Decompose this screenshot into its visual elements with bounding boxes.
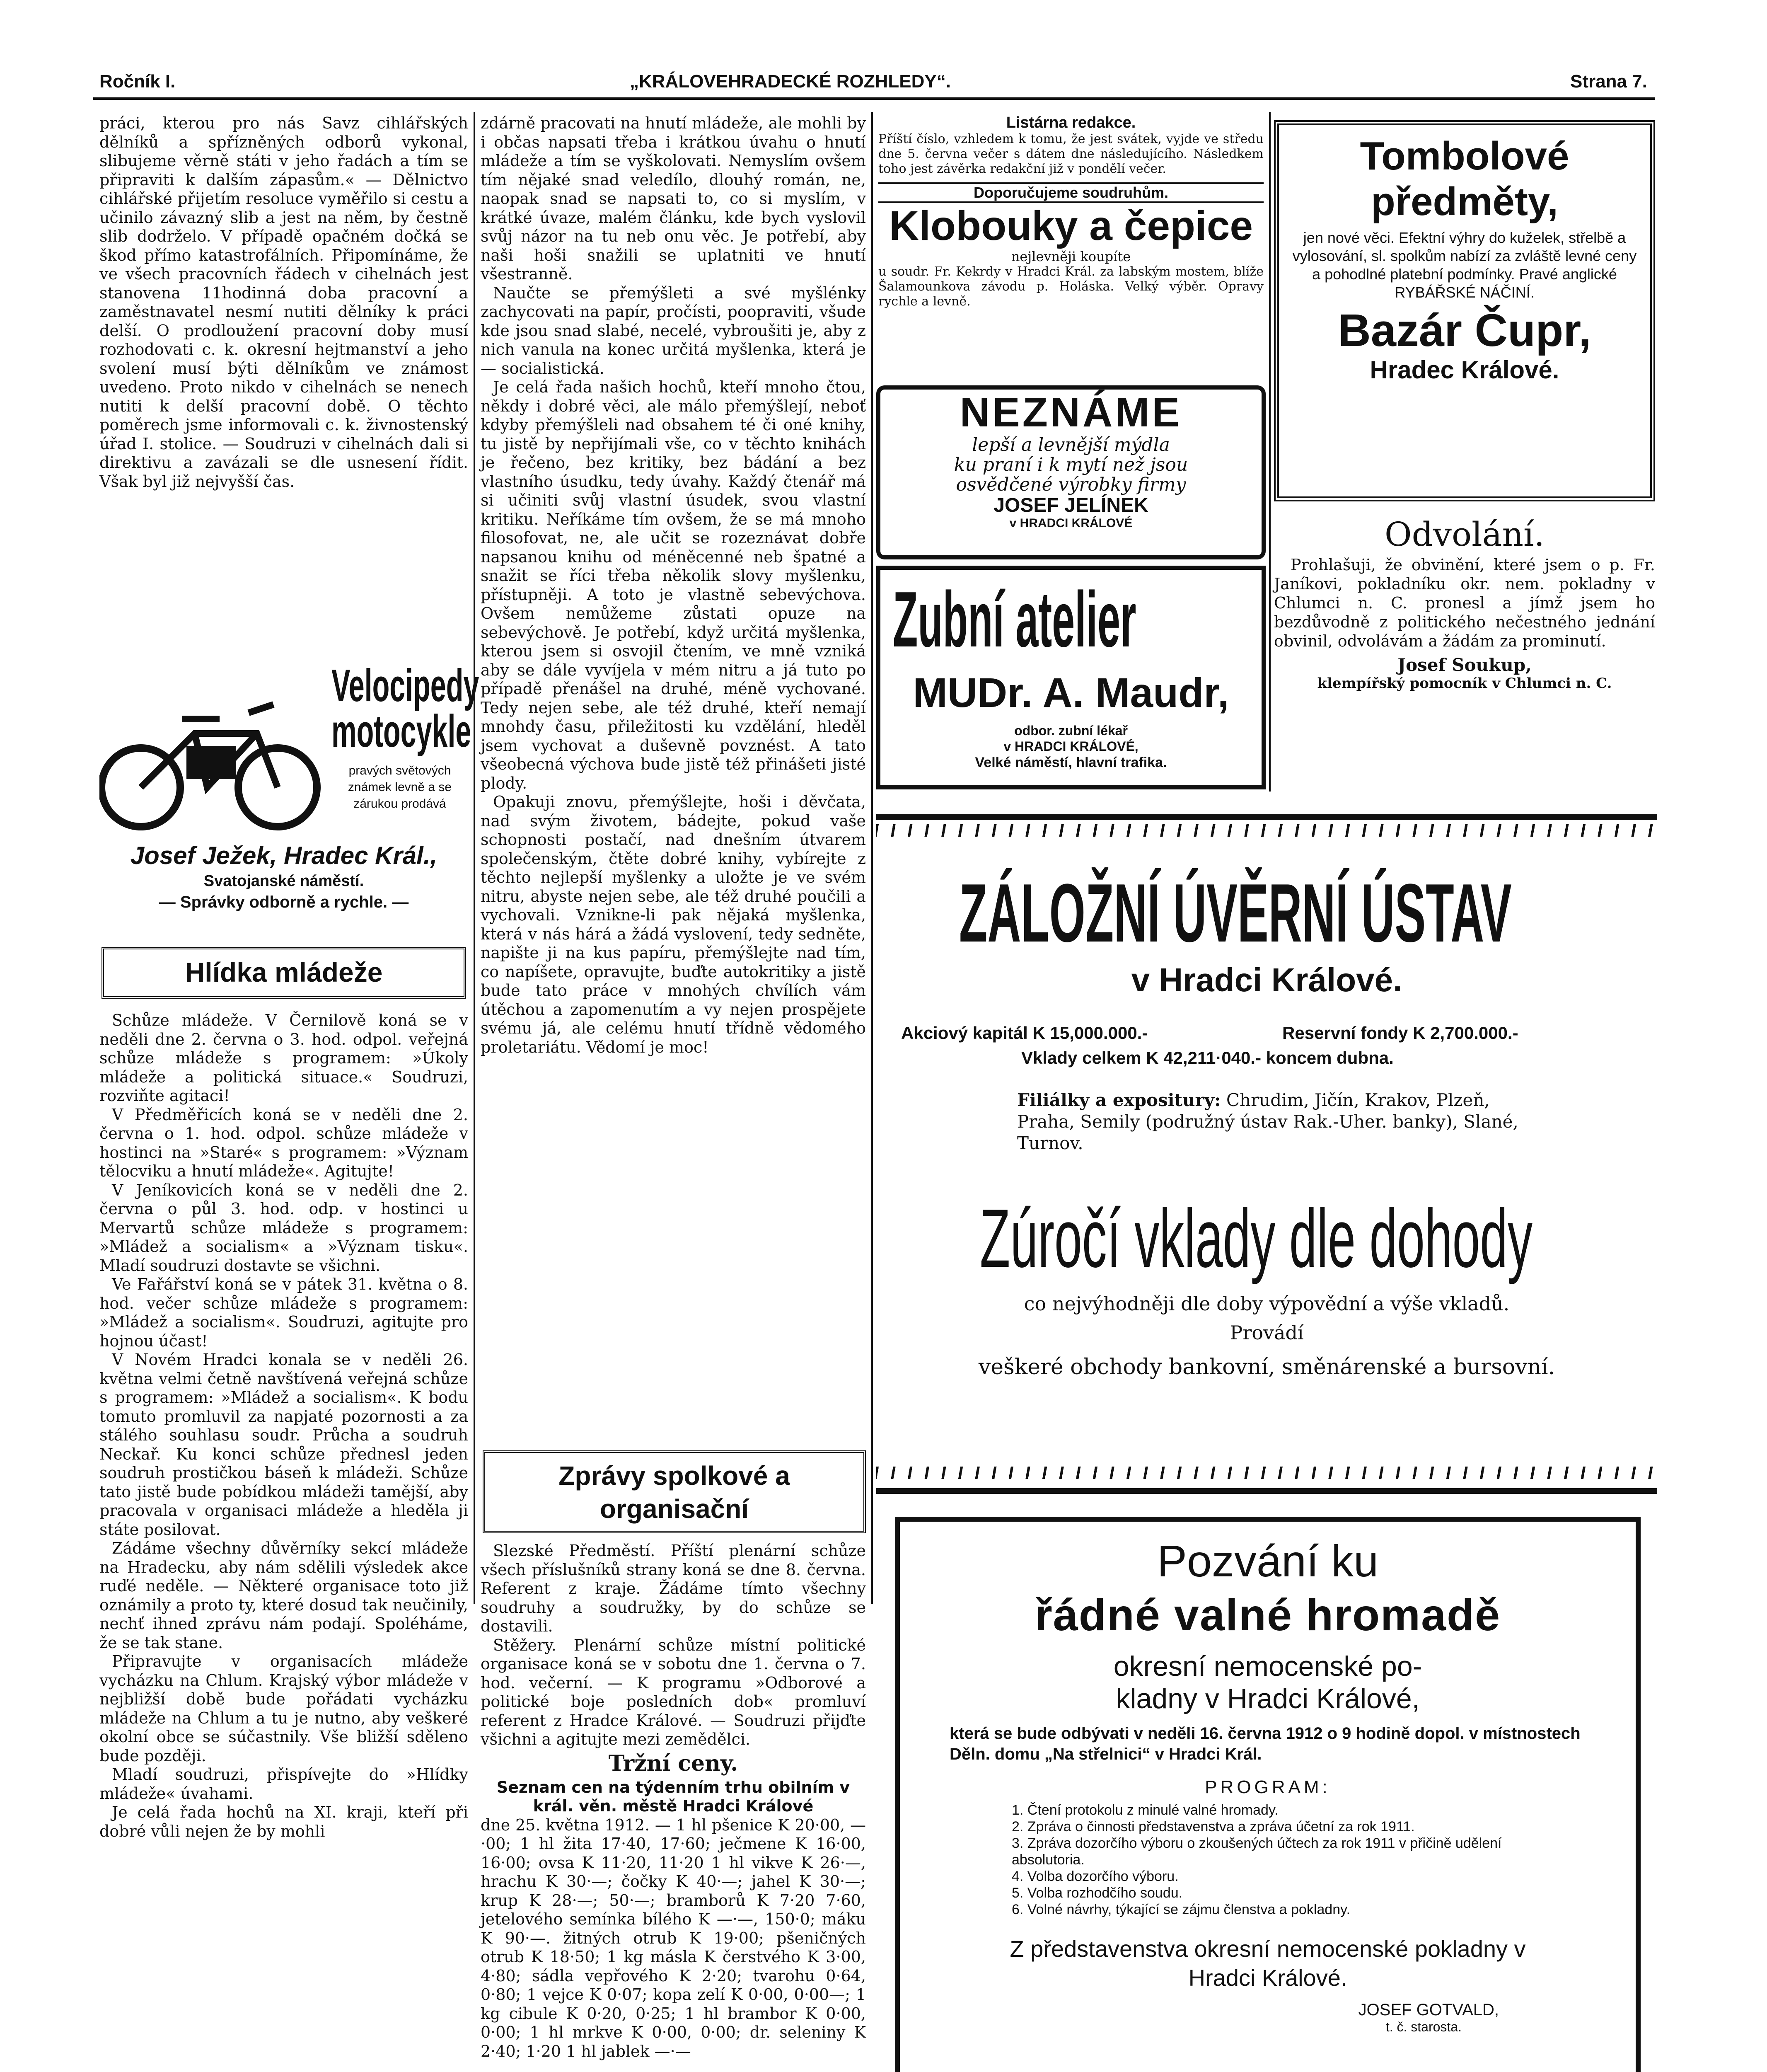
bank-title: ZÁLOŽNÍ ÚVĚRNÍ ÚSTAV	[959, 867, 1512, 959]
recommend-label: Doporučujeme soudruhům.	[878, 182, 1264, 203]
program-item: 2. Zpráva o činnosti představenstva a zpráva účetní za rok 1911.	[1012, 1819, 1415, 1835]
bank-terms: co nejvýhodněji dle doby výpovědní a výše vkladů.	[1024, 1293, 1510, 1315]
column-3	[878, 114, 1264, 309]
odvolani-title: Odvolání.	[1385, 515, 1545, 554]
column-rule	[1269, 112, 1271, 792]
section-title: Zprávy spolkové a organisační	[558, 1461, 790, 1524]
odvolani-name: Josef Soukup,	[1397, 655, 1532, 675]
header-right: Strana 7.	[1570, 71, 1647, 92]
section-title: Hlídka mládeže	[185, 957, 383, 988]
dentist-line: odbor. zubní lékař	[1014, 723, 1128, 738]
bank-branches	[1017, 1089, 1539, 1154]
program-item: 4. Volba dozorčího výboru.	[1012, 1869, 1179, 1884]
soap-line: lepší a levnější mýdla	[972, 434, 1170, 455]
branches-label: Filiálky a expositury:	[1017, 1090, 1221, 1110]
invite-sign-role: t. č. starosta.	[1385, 2019, 1462, 2034]
odvolani	[1274, 514, 1655, 692]
invite-title: Pozvání ku	[1157, 1536, 1379, 1586]
bank-zuroci: Zúročí vklady dle dohody	[980, 1192, 1533, 1285]
paragraph: V Předměřicích koná se v neděli dne 2. června o 1. hod. odpol. schůze mládeže v hostinci na »Staré« s programem: »Význam tělocviku a hnutí mládeže«. Agitujte!	[99, 1105, 468, 1180]
ornament-border	[876, 824, 1657, 837]
hats-subtitle: nejlevněji koupíte	[1011, 249, 1131, 264]
ad-description: pravých světových známek levně a se zárukou prodává	[348, 764, 452, 811]
section-header-mladez	[102, 947, 466, 999]
program-list	[900, 1798, 1636, 1918]
invite-closing: Z představenstva okresní nemocenské pokladny v Hradci Králové.	[1010, 1936, 1526, 1991]
column-1	[99, 114, 468, 491]
ad-name: Josef Ježek, Hradec Král.,	[130, 842, 438, 869]
paragraph: Připravujte v organisacích mládeže vycházku na Chlum. Krajský výbor mládeže v nejbližší době bude pořádati vycházku mládeže na Chlum a tu je nutno, aby veškeré okolní obce se súčastnily. Vše bližší sděleno bude později.	[99, 1652, 468, 1765]
paragraph: Je celá řada hochů na XI. kraji, kteří při dobré vůli nejen že by mohli	[99, 1803, 468, 1840]
invitation	[895, 1517, 1641, 2072]
paragraph: Opakuji znovu, přemýšlejte, hoši i děvčata, nad svým životem, bádejte, pokud vaše schopnosti postačí, nad dnešním útvarem společenským, čtěte dobré knihy, vybírejte z těchto nejlepší myšlenky a uložte je ve svém nitru, abyste nejen sebe, ale též druhé poučili a vychovali. Vznikne-li pak nějaká myšlenka, která v nás hárá a žádá vyslovení, tedy sedněte, napište ji na kus papíru, přemýšlejte nad tím, co napíšete, opravujte, buďte autokritiky a jistě bude tato práce v mnohých chvílích vám útěchou a zapomenutím a vy nejen prospějete svému já, ale celému hnutí třídně vědomého proletariátu. Vědomí je moc!	[481, 793, 866, 1056]
bazar-city: Hradec Králové.	[1370, 356, 1559, 384]
column-rule	[871, 112, 873, 1604]
paragraph: Je celá řada našich hochů, kteří mnoho čtou, někdy i dobré věci, ale málo přemýšlejí, neboť kdyby přemýšleli nad obsahem té či oné knihy, tu jistě by nepřijímali vše, co v těchto knihách je řečeno, bez kritiky, bez bádání a bez vlastního úsudku, tedy úvahy. Každý čtenář má si učiniti svůj vlastní úsudek, svou vlastní kritiku. Neříkáme tím ovšem, že se má mnoho filosofovat, ne, ale učit se rozeznávat dobře napsanou knihu od méněcenné neb špatné a snažit se říci třeba několik slovy myšlenku, přístupněji. A toto je vlastně sebevýchova. Ovšem nemůžeme zůstati opuze na sebevýchově. Je potřebí, když určitá myšlenka, kterou jsem si osvojil čtením, ve mně vzniká aby se dále vyvíjela v mém nitru a já tuto po případě přenášel na druhé, méně vychované. Tedy nejen sebe, ale též druhé, kteří nemají mnohdy času, přiležitosti ku vzdělání, hleděl jsem vychovat a duševně povznést. A tato všeobecná výchova bude jistě též přinášeti jisté plody.	[481, 378, 866, 792]
paragraph: Stěžery. Plenární schůze místní politické organisace koná se v sobotu dne 1. června o 7. hod. večerní. — K programu »Odborové a politické boje posledních dob« promluví referent z Hradce Králové. — Soudruzi přijďte všichni a agitujte mezi zemědělci.	[481, 1636, 866, 1748]
tombola-ad	[1274, 120, 1655, 501]
ornament-border	[876, 1467, 1657, 1479]
invite-text: která se bude odbývati v neděli 16. června 1912 o 9 hodině dopol. v místnostech Děln. domu „Na střelnici“ v Hradci Král.	[950, 1724, 1581, 1763]
column-rule	[474, 112, 475, 1604]
paragraph: Mladí soudruzi, přispívejte do »Hlídky mládeže« úvahami.	[99, 1765, 468, 1803]
bank-deposits: Vklady celkem K 42,211·040.- koncem dubna.	[1021, 1048, 1394, 1067]
program-item: 1. Čtení protokolu z minulé valné hromady.	[1012, 1802, 1279, 1818]
ad-title-velocipedy: Velocipedy	[331, 660, 479, 711]
program-item: 3. Zpráva dozorčího výboru o zkoušených účtech za rok 1911 v přičině udělení absolutoria.	[1012, 1835, 1502, 1868]
ad-title-motocykle: motocykle	[331, 706, 471, 757]
invite-sign: JOSEF GOTVALD,	[1358, 2001, 1499, 2019]
hats-title: Klobouky a čepice	[889, 203, 1253, 249]
market-subtitle: Seznam cen na týdenním trhu obilním v král. věn. městě Hradci Králové	[496, 1778, 850, 1815]
dentist-ad	[876, 566, 1266, 789]
odvolani-text: Prohlašuji, že obvinění, které jsem o p. Fr. Janíkovi, pokladníku okr. nem. pokladny v Chlumci n. C. pronesl a jímž jsem ho bezdůvodně z politického nečestného jednání obvinil, odvolávám a žádám za prominutí.	[1274, 556, 1655, 650]
dentist-name: MUDr. A. Maudr,	[913, 670, 1229, 716]
tombola-text: jen nové věci. Efektní výhry do kuželek, střelbě a vylosování, sl. spolkům nabízí za zvláště levné ceny a pohodlné platební podmínky. Pravé anglické RYBÁŘSKÉ NÁČINÍ.	[1292, 229, 1637, 301]
ad-address: Svatojanské náměstí.	[203, 872, 364, 890]
dentist-title: Zubní atelier	[893, 576, 1136, 663]
soap-title: NEZNÁME	[960, 389, 1182, 436]
section-header-spolkove	[483, 1450, 866, 1533]
dentist-line: v HRADCI KRÁLOVÉ,	[1003, 739, 1139, 754]
bank-reserves: Reservní fondy K 2,700.000.-	[1282, 1023, 1518, 1043]
invite-sub: kladny v Hradci Králové,	[1116, 1683, 1420, 1714]
paragraph: Slezské Předměstí. Příští plenární schůze všech příslušníků strany koná se dne 8. června. Referent z kraje. Žádáme tímto všechny soudruhy a soudružky, by do schůze se dostavili.	[481, 1542, 866, 1635]
tombola-title: Tombolové	[1360, 134, 1569, 178]
bank-provadi: Provádí	[1230, 1322, 1304, 1344]
market-prices: dne 25. května 1912. — 1 hl pšenice K 20·00, —·00; 1 hl žita 17·40, 17·60; ječmene K 16·00, 16·00; ovsa K 11·20, 11·20 1 hl vikve K 26·—, hrachu K 30·—; čočky K 40·—; jahel K 30·—; krup K 28·—; 50·—; bramborů K 7·20 7·60, jetelového semínka bílého K —·—, 150·0; máku K 90·—. žitných otrub K 19·00; pšeničných otrub K 18·50; 1 kg másla K čerstvého K 3·00, 4·80; sádla vepřového K 2·20; tvarohu 0·64, 0·80; 1 vejce K 0·07; kopa zelí K 0·00, 0·00—; 1 kg cibule K 0·20, 0·25; 1 hl brambor K 0·00, 0·00; 1 hl mrkve K 0·00, 0·00; dr. seleniny K 2·40; 1·20 1 hl jablek —·—	[481, 1815, 866, 2060]
bank-ad	[876, 814, 1657, 1494]
paragraph: zdárně pracovati na hnutí mládeže, ale mohli by i občas napsati třeba i krátkou úvahu o hnutí mládeže a tím se vyškolovati. Nemyslím ovšem tím nějaké snad veledílo, dlouhý román, ne, naopak snad se napsati to, co si myslím, v krátké úvaze, malém článku, kde bych vyslovil svůj názor na tu neb onu věc. Je potřebí, aby naši hoši snažili se uplatniti ve hnutí všestranně.	[481, 114, 866, 283]
bank-city: v Hradci Králové.	[1131, 961, 1402, 998]
paragraph: Zádáme všechny důvěrníky sekcí mládeže na Hradecku, aby nám sdělili výsledek akce ruďé neděle. — Některé organisace toto již oznámily a proto ty, které dosud tak neučinily, nechť ihned zprávu nám podají. Spoléháme, že se tak stane.	[99, 1539, 468, 1652]
paragraph: V Jeníkovicích koná se v neděli dne 2. června o půl 3. hod. odp. v hostinci u Mervartů schůze mládeže s programem: »Mládež a socialism« a »Význam tisku«. Mladí soudruzi dostavte se všichni.	[99, 1181, 468, 1275]
bank-capital: Akciový kapitál K 15,000.000.-	[901, 1023, 1148, 1043]
bicycle-ad	[99, 660, 479, 932]
box-text: Příští číslo, vzhledem k tomu, že jest svátek, vyjde ve středu dne 5. června večer s dátem dne následujícího. Následkem toho jest závěrka redakční již v pondělí večer.	[878, 132, 1264, 176]
ad-repair: — Správky odborně a rychle. —	[159, 893, 409, 911]
program-item: 5. Volba rozhodčího soudu.	[1012, 1885, 1183, 1901]
column-2	[481, 114, 866, 1057]
bazar-title: Bazár Čupr,	[1338, 305, 1591, 356]
program-label: PROGRAM:	[1205, 1777, 1331, 1797]
invite-sub: okresní nemocenské po-	[1113, 1651, 1422, 1682]
program-item: 6. Volné návrhy, týkající se zájmu členstva a pokladny.	[1012, 1902, 1351, 1917]
column-1-lower	[99, 1011, 468, 1841]
bank-services: veškeré obchody bankovní, směnárenské a bursovní.	[978, 1355, 1555, 1380]
soap-city: v HRADCI KRÁLOVÉ	[1009, 516, 1133, 530]
paragraph: Ve Fařářství koná se v pátek 31. května o 8. hod. večer schůze mládeže s programem: »Mládež a socialism«. Soudruzi, agitujte pro hojnou účast!	[99, 1275, 468, 1350]
paragraph: Naučte se přemýšleti a své myšlénky zachycovati na papír, pročísti, poopraviti, všude kde jsou snad slabé, necelé, vybroušiti je, aby z nich vanula na konec určitá myšlenka, která je — socialistická.	[481, 283, 866, 378]
branches-list: Chrudim, Jičín, Krakov, Plzeň, Praha, Semily (podružný ústav Rak.-Uher. banky), Slané, Turnov.	[1017, 1090, 1518, 1153]
article-text: práci, kterou pro nás Savz cihlářských dělníků a spřízněných odborů vykonal, slibujeme věrně státi v jeho řadách a tím se připraviti k dalším zápasům.« — Dělnictvo cihlářské přijetím resoluce vyměřilo si cestu a učinilo závazný slib a jest na něm, by čestně slib dodrželo. V případě opačném dočká se škod přímo katastrofálních. Připomínáme, že ve všech pracovních řádech v cihelnách jest stanovena 11hodinná doba pracovní a zaměstnavatel nesmí nutiti dělníky k práci delší. O prodloužení pracovní doby musí rozhodovati c. k. okresní hejtmanství a jeho svolení musí býti dělníkům ve známost uvedeno. Proto nikdo v cihelnách se nenech nutiti k delší pracovní době. O těchto poměrech jsme informovali c. k. živnostenský úřad I. stolice. — Soudruzi v cihelnách dali si direktivu a zavázali se dle usnesení řídit. Však byl již nejvyšší čas.	[99, 114, 468, 491]
odvolani-role: klempířský pomocník v Chlumci n. C.	[1317, 675, 1612, 692]
column-2-lower	[481, 1542, 866, 2061]
paragraph: V Novém Hradci konala se v neděli 26. května velmi četně navštívená veřejná schůze s programem: »Mládež a socialism«. K bodu tomuto promluvil za napjaté pozornosti a za stálého souhlasu soudr. Průcha a soudruh Neckař. Ku konci schůze přednesl jeden soudruh prostičkou báseň k mládeži. Schůze tato jistě bude pobídkou mládeži tamější, aby pracovala v organisaci mládeže a hleděla ji státe posilovat.	[99, 1351, 468, 1539]
header-center: „KRÁLOVEHRADECKÉ ROZHLEDY“.	[630, 71, 951, 92]
paragraph: Schůze mládeže. V Černilově koná se v neděli dne 2. června o 3. hod. odpol. veřejná schůze mládeže s programem: »Úkoly mládeže a politická situace.« Soudruzi, rozviňte agitaci!	[99, 1011, 468, 1105]
box-title: Listárna redakce.	[1006, 114, 1136, 131]
soap-line: osvědčené výrobky firmy	[956, 474, 1186, 495]
dentist-line: Velké náměstí, hlavní trafika.	[975, 755, 1167, 770]
soap-ad	[876, 385, 1266, 559]
header-rule	[93, 97, 1655, 100]
tombola-title: předměty,	[1371, 179, 1558, 224]
market-title: Tržní ceny.	[608, 1750, 738, 1776]
invite-title: řádné valné hromadě	[1035, 1590, 1501, 1640]
motorcycle-icon	[99, 680, 323, 837]
soap-company: JOSEF JELÍNEK	[993, 494, 1148, 516]
header-left: Ročník I.	[99, 71, 176, 92]
soap-line: ku praní i k mytí než jsou	[954, 454, 1188, 475]
hats-address: u soudr. Fr. Kekrdy v Hradci Král. za labským mostem, blíže Šalamounkova závodu p. Holáska. Velký výběr. Opravy rychle a levně.	[878, 264, 1264, 309]
